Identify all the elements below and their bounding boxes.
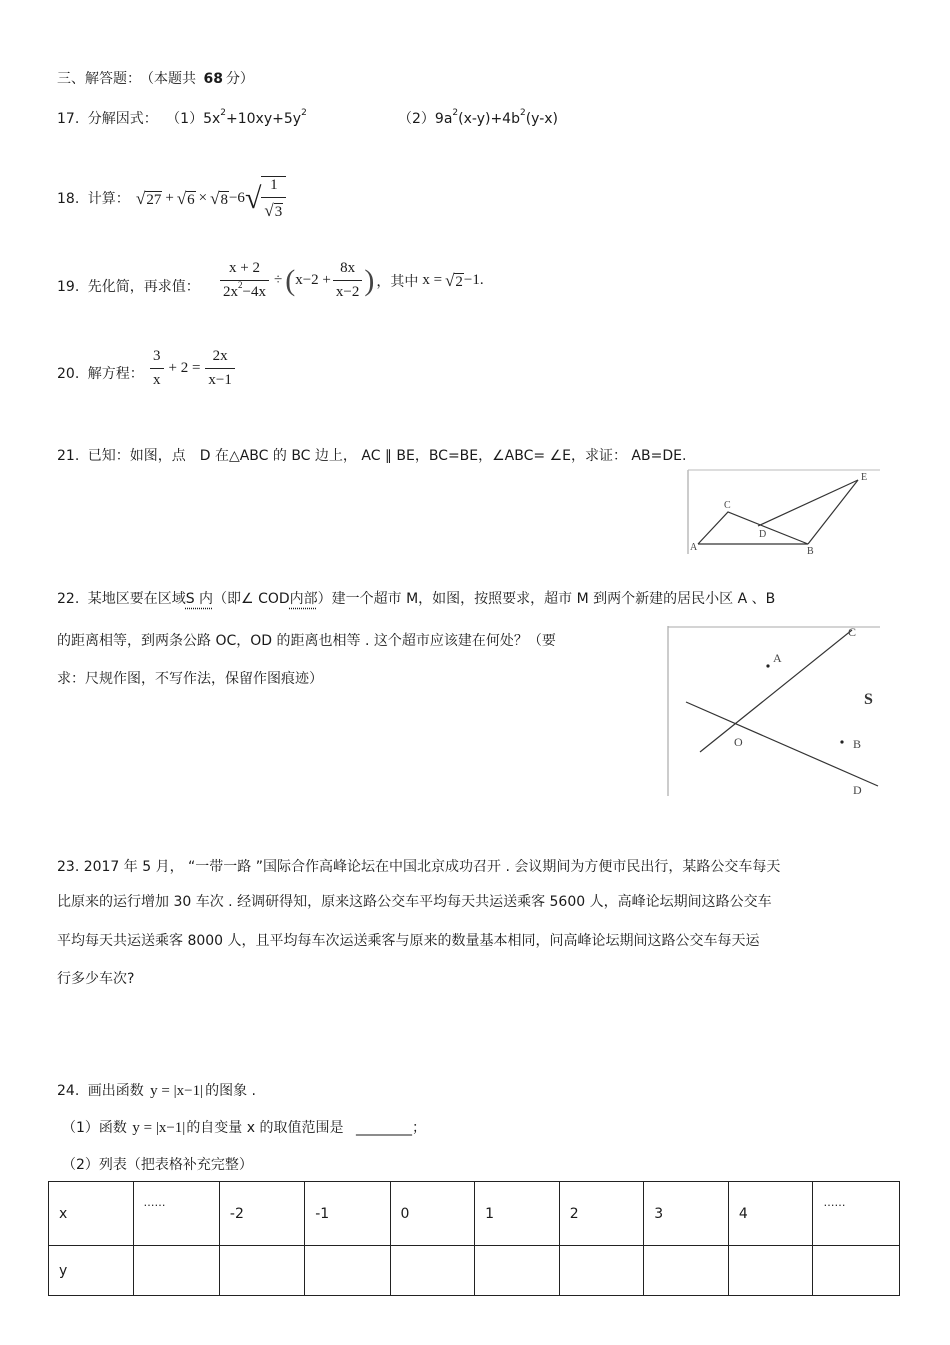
table-row-y <box>49 1246 900 1296</box>
section-title: 三、解答题： <box>57 71 141 87</box>
label-B: B <box>807 546 814 556</box>
table-cell: 3 <box>644 1182 729 1246</box>
table-cell-input[interactable] <box>133 1246 219 1296</box>
question-23-line3: 平均每天共运送乘客 8000 人，且平均每车次运送乘客与原来的数量基本相同，问高峰论坛期间这路公交车每天运 <box>57 933 760 949</box>
section-score: 68 <box>203 71 223 87</box>
q17-label: 分解因式： <box>87 111 158 127</box>
label-D: D <box>853 783 862 797</box>
label-O: O <box>734 735 743 749</box>
table-cell-input[interactable] <box>644 1246 729 1296</box>
question-22-line3: 求：尺规作图，不写作法，保留作图痕迹） <box>57 671 323 687</box>
q21-text: 已知：如图，点 D 在△ABC 的 BC 边上， AC ∥ BE，BC=BE，∠ABC= ∠E，求证： AB=DE. <box>87 448 687 464</box>
table-cell-input[interactable] <box>305 1246 390 1296</box>
table-cell: …… <box>133 1182 219 1246</box>
label-S: S <box>864 691 873 708</box>
table-cell-input[interactable] <box>219 1246 304 1296</box>
question-19 <box>57 276 200 296</box>
q17-part2: $(2)9a^2(x-y)+4b^2(y-x)$ <box>398 108 559 127</box>
q24-sub1: （1）函数 y = |x−1|的自变量 x 的取值范围是 ________； <box>62 1120 426 1136</box>
section-heading <box>57 68 254 88</box>
section-note-prefix: （本题共 <box>147 71 196 87</box>
table-cell: 0 <box>390 1182 475 1246</box>
q18-expression: √27 + √6 × √8 −6 √ $\frac{1}{√3}$ <box>136 176 286 221</box>
table-row-x <box>49 1182 900 1246</box>
q21-figure <box>686 468 882 556</box>
value-table <box>48 1181 900 1296</box>
answer-blank[interactable]: ________ <box>355 1120 412 1136</box>
q22-figure <box>666 624 882 799</box>
q24-number: 24. <box>57 1083 80 1099</box>
q19-number: 19. <box>57 279 80 295</box>
q19-expression: $\frac{x + 2}{2x^2-4x}$ ÷ ( x−2 + $\frac{8x}{x-2}$ ) ，其中 x = √2 −1 . <box>218 260 484 301</box>
label-D: D <box>759 529 767 540</box>
label-E: E <box>861 472 868 483</box>
label-A: A <box>690 542 698 553</box>
label-A: A <box>773 651 782 665</box>
q24-function: y = |x−1| <box>150 1083 204 1099</box>
q20-label: 解方程： <box>87 366 144 382</box>
table-cell: y <box>49 1246 134 1296</box>
q17-number: 17. <box>57 111 80 127</box>
question-23-line2: 比原来的运行增加 30 车次 . 经调研得知，原来这路公交车平均每天共运送乘客 5600 人，高峰论坛期间这路公交车 <box>57 894 772 910</box>
question-23-line4: 行多少车次? <box>57 971 135 987</box>
label-C: C <box>848 625 857 639</box>
table-cell: 1 <box>475 1182 560 1246</box>
question-20 <box>57 363 144 383</box>
q24-sub2: （2）列表（把表格补充完整） <box>62 1157 253 1173</box>
question-24: 24. 画出函数 y = |x−1| 的图象 . <box>57 1083 257 1099</box>
q18-label: 计算： <box>87 191 130 207</box>
q19-label: 先化简，再求值： <box>87 279 200 295</box>
table-cell-input[interactable] <box>813 1246 900 1296</box>
question-22-line1: 22. 某地区要在区域S 内（即∠ COD内部）建一个超市 M，如图，按照要求，超市 M 到两个新建的居民小区 A 、B <box>57 591 776 607</box>
label-B: B <box>853 737 862 751</box>
question-21 <box>57 445 686 465</box>
table-cell: …… <box>813 1182 900 1246</box>
table-cell: 2 <box>559 1182 644 1246</box>
table-cell-input[interactable] <box>559 1246 644 1296</box>
question-18 <box>57 188 130 208</box>
table-cell: -2 <box>219 1182 304 1246</box>
table-cell-input[interactable] <box>475 1246 560 1296</box>
q18-number: 18. <box>57 191 80 207</box>
table-cell: -1 <box>305 1182 390 1246</box>
q21-number: 21. <box>57 448 80 464</box>
question-22-line2: 的距离相等，到两条公路 OC，OD 的距离也相等 . 这个超市应该建在何处？（要 <box>57 633 556 649</box>
table-cell-input[interactable] <box>728 1246 813 1296</box>
question-17 <box>57 108 307 128</box>
section-note-suffix: 分） <box>225 71 254 87</box>
q22-number: 22. <box>57 591 80 607</box>
table-cell-input[interactable] <box>390 1246 475 1296</box>
table-cell: 4 <box>728 1182 813 1246</box>
question-23-line1: 23. 2017 年 5 月， “一带一路 ”国际合作高峰论坛在中国北京成功召开 . 会议期间为方便市民出行，某路公交车每天 <box>57 859 781 875</box>
table-cell: x <box>49 1182 134 1246</box>
q20-equation: $\frac{3}{x}$ + 2 = $\frac{2x}{x-1}$ <box>148 348 237 389</box>
q17-part1: $(1)5x^2+10xy+5y^2$ <box>166 108 307 127</box>
label-C: C <box>724 500 731 511</box>
q20-number: 20. <box>57 366 80 382</box>
